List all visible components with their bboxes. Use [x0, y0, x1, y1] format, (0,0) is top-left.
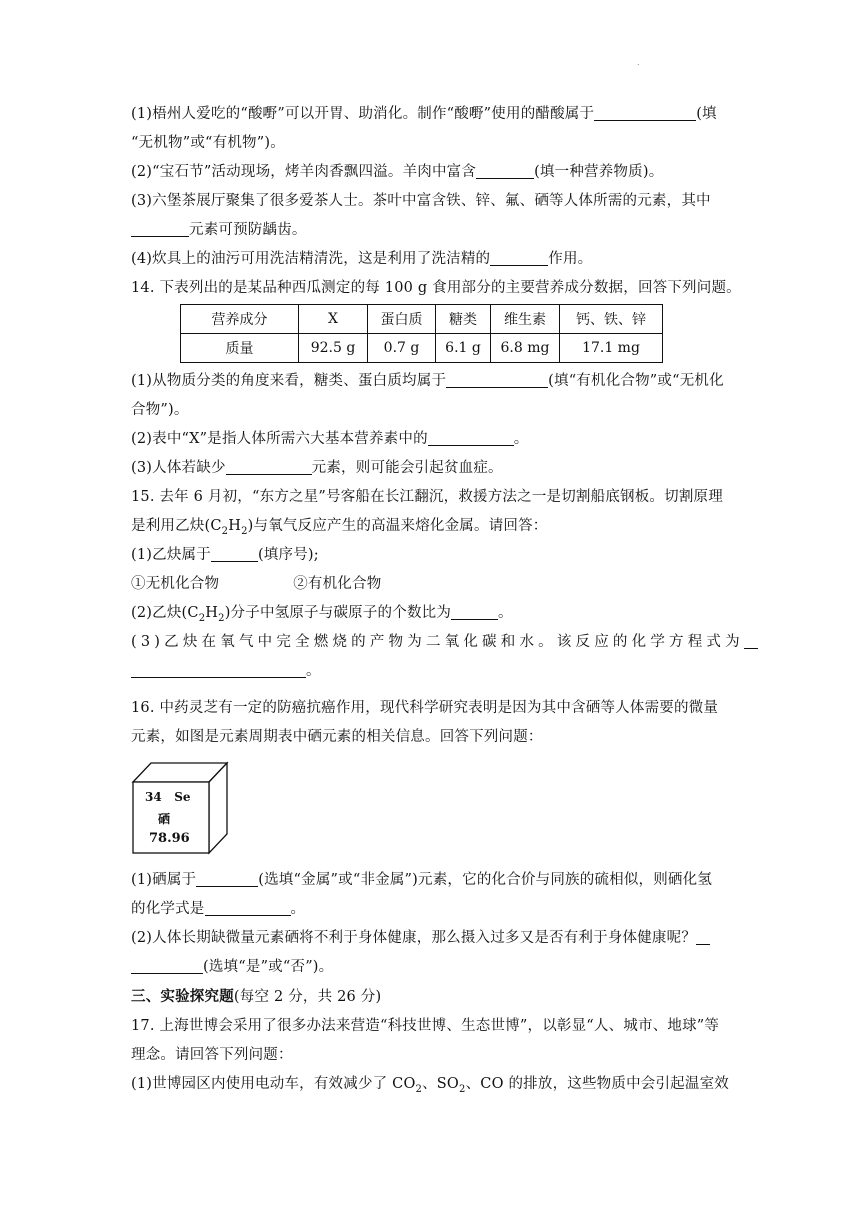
table-cell: 17.1 mg: [560, 334, 663, 363]
q14-part1-cont: 合物”)。: [131, 402, 189, 418]
exam-content: [131, 100, 744, 1099]
q13-part4: (4)炊具上的油污可用洗洁精清洗，这是利用了洗洁精的 作用。: [131, 251, 593, 267]
table-cell: 6.1 g: [436, 334, 491, 363]
q16-stem-line2: 元素，如图是元素周期表中硒元素的相关信息。回答下列问题：: [131, 729, 543, 745]
table-header-cell: 糖类: [436, 305, 491, 334]
q17-part1: (1)世博园区内使用电动车，有效减少了 $CO_2$、$SO_2$、CO 的排放，这些物质中会引起温室效: [131, 1076, 729, 1095]
q14-part2: (2)表中“X”是指人体所需六大基本营养素中的 。: [131, 431, 529, 447]
answer-blank[interactable]: [490, 249, 548, 266]
answer-blank[interactable]: [451, 603, 498, 620]
answer-blank[interactable]: [196, 870, 258, 887]
table-header-cell: 钙、铁、锌: [560, 305, 663, 334]
answer-blank[interactable]: [131, 957, 203, 974]
q14-stem: 14. 下表列出的是某品种西瓜测定的每 100 g 食用部分的主要营养成分数据，回答下列问题。: [131, 280, 741, 296]
selenium-element-card: [131, 760, 231, 856]
answer-blank[interactable]: [226, 458, 312, 475]
element-name: 硒: [158, 812, 171, 826]
atomic-number: 34: [145, 790, 162, 804]
q13-part3-cont: 元素可预防龋齿。: [131, 216, 731, 245]
element-symbol: Se: [174, 790, 191, 804]
table-cell: 92.5 g: [299, 334, 368, 363]
q15-part3: (3)乙炔在氧气中完全燃烧的产物为二氧化碳和水。该反应的化学方程式为: [131, 628, 731, 657]
answer-blank[interactable]: [131, 661, 306, 678]
section-note: (每空 2 分，共 26 分): [233, 989, 382, 1005]
nutrition-table: [180, 304, 663, 363]
q16-part2: (2)人体长期缺微量元素硒将不利于身体健康，那么摄入过多又是否有利于身体健康呢？: [131, 924, 731, 953]
answer-blank[interactable]: [476, 162, 534, 179]
answer-blank[interactable]: [696, 928, 710, 945]
section-heading: [131, 982, 731, 1012]
section-title: 三、实验探究题: [131, 988, 234, 1005]
q16-part1: (1)硒属于 (选填“金属”或“非金属”)元素，它的化合价与同族的硫相似，则硒化氢: [131, 872, 713, 888]
table-header-cell: X: [299, 305, 368, 334]
q13-part3: (3)六堡茶展厅聚集了很多爱茶人士。茶叶中富含铁、锌、氟、硒等人体所需的元素，其中: [131, 193, 711, 209]
q15-part1: (1)乙炔属于 (填序号);: [131, 547, 319, 563]
answer-blank[interactable]: [594, 104, 696, 121]
table-cell: 6.8 mg: [491, 334, 560, 363]
q13-part2: (2)“宝石节”活动现场，烤羊肉香飘四溢。羊肉中富含 (填一种营养物质)。: [131, 164, 664, 180]
q16-part2-cont: (选填“是”或“否”)。: [131, 953, 731, 982]
q13-part1: (1)梧州人爱吃的“酸嘢”可以开胃、助消化。制作“酸嘢”使用的醋酸属于 (填: [131, 106, 717, 122]
q15-part2: (2)乙炔$(C_2H_2)$分子中氢原子与碳原子的个数比为 。: [131, 605, 513, 624]
q14-part1: (1)从物质分类的角度来看，糖类、蛋白质均属于 (填“有机化合物”或“无机化: [131, 373, 724, 389]
header-mark: .: [637, 58, 640, 67]
table-header-row: [181, 305, 663, 334]
q17-stem-line2: 理念。请回答下列问题：: [131, 1047, 293, 1063]
q15-part3-cont: 。: [131, 657, 731, 686]
answer-blank[interactable]: [211, 545, 258, 562]
q15-stem-line2: 是利用乙炔$(C_2H_2)$与氧气反应产生的高温来熔化金属。请回答：: [131, 518, 548, 537]
table-header-cell: 营养成分: [181, 305, 299, 334]
table-header-cell: 维生素: [491, 305, 560, 334]
answer-blank[interactable]: [131, 220, 189, 237]
answer-blank[interactable]: [428, 429, 514, 446]
answer-blank[interactable]: [205, 899, 291, 916]
q13-part1-cont: “无机物”或“有机物”)。: [131, 135, 285, 151]
table-cell: 0.7 g: [368, 334, 436, 363]
table-cell: 质量: [181, 334, 299, 363]
q17-stem-line1: 17. 上海世博会采用了很多办法来营造“科技世博、生态世博”，以彰显“人、城市、地球”等: [131, 1018, 720, 1034]
q15-stem-line1: 15. 去年 6 月初，“东方之星”号客船在长江翻沉，救援方法之一是切割船底钢板。切割原理: [131, 489, 723, 505]
option-2: ②有机化合物: [293, 576, 382, 592]
q16-part1-cont: 的化学式是 。: [131, 901, 306, 917]
answer-blank[interactable]: [446, 371, 548, 388]
table-header-cell: 蛋白质: [368, 305, 436, 334]
q16-stem-line1: 16. 中药灵芝有一定的防癌抗癌作用，现代科学研究表明是因为其中含硒等人体需要的微量: [131, 700, 719, 716]
answer-blank[interactable]: [744, 632, 758, 649]
option-1: ①无机化合物: [131, 576, 220, 592]
table-row: [181, 334, 663, 363]
atomic-mass: 78.96: [149, 831, 190, 846]
q14-part3: (3)人体若缺少 元素，则可能会引起贫血症。: [131, 460, 503, 476]
q15-options: [131, 570, 731, 599]
